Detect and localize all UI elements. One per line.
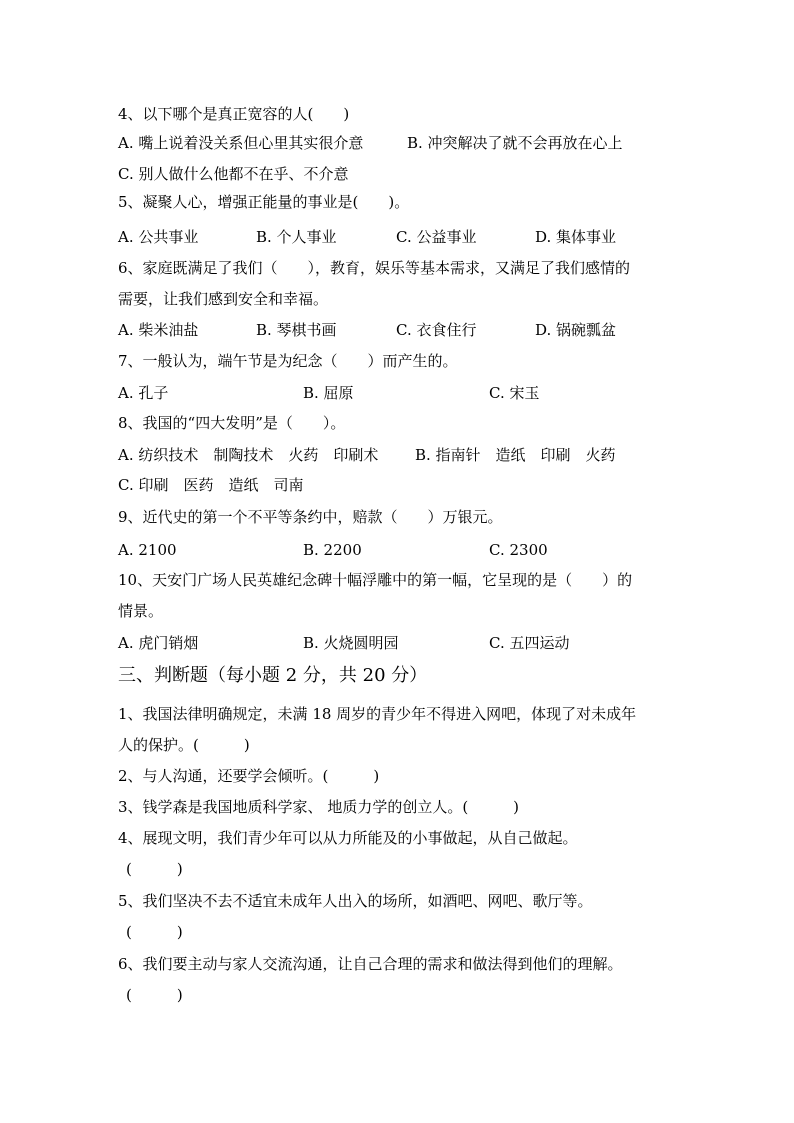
section-3-heading: 三、判断题（每小题 2 分，共 20 分） [118,665,428,686]
judge-6-line1: 6、我们要主动与家人交流沟通，让自己合理的需求和做法得到他们的理解。 [118,955,623,973]
question-9-option-a: A. 2100 [118,541,177,559]
question-4-option-a: A. 嘴上说着没关系但心里其实很介意 [118,134,364,152]
question-8-option-b: B. 指南针 造纸 印刷 火药 [415,446,616,464]
judge-6-line2: ( ) [126,986,183,1004]
question-6-stem-line1: 6、家庭既满足了我们（ ），教育，娱乐等基本需求，又满足了我们感情的 [118,259,631,277]
question-5-option-b: B. 个人事业 [256,228,337,246]
question-6-option-b: B. 琴棋书画 [256,321,337,339]
judge-5-line2: ( ) [126,923,183,941]
judge-5-line1: 5、我们坚决不去不适宜未成年人出入的场所，如酒吧、网吧、歌厅等。 [118,892,593,910]
question-7-option-a: A. 孔子 [118,384,169,402]
question-9-stem: 9、近代史的第一个不平等条约中，赔款（ ）万银元。 [118,508,503,526]
question-5-option-d: D. 集体事业 [535,228,617,246]
question-6-option-a: A. 柴米油盐 [118,321,199,339]
judge-2-line1: 2、与人沟通，还要学会倾听。( ) [118,767,380,785]
question-4-option-b: B. 冲突解决了就不会再放在心上 [407,134,623,152]
question-10-stem-line1: 10、天安门广场人民英雄纪念碑十幅浮雕中的第一幅，它呈现的是（ ）的 [118,571,633,589]
question-5-stem: 5、凝聚人心，增强正能量的事业是( )。 [118,193,410,211]
judge-4-line1: 4、展现文明，我们青少年可以从力所能及的小事做起，从自己做起。 [118,829,578,847]
question-6-stem-line2: 需要，让我们感到安全和幸福。 [118,290,329,308]
question-4-stem: 4、以下哪个是真正宽容的人( ) [118,105,350,123]
question-10-option-c: C. 五四运动 [489,634,570,652]
judge-4-line2: ( ) [126,860,183,878]
question-5-option-a: A. 公共事业 [118,228,199,246]
question-10-option-b: B. 火烧圆明园 [303,634,399,652]
judge-1-line2: 人的保护。( ) [118,736,250,754]
question-4-option-c: C. 别人做什么他都不在乎、不介意 [118,165,349,183]
question-5-option-c: C. 公益事业 [396,228,477,246]
question-8-stem: 8、我国的“四大发明”是（ ）。 [118,414,346,432]
question-10-stem-line2: 情景。 [118,602,164,620]
question-7-option-c: C. 宋玉 [489,384,540,402]
question-6-option-c: C. 衣食住行 [396,321,477,339]
judge-1-line1: 1、我国法律明确规定，未满 18 周岁的青少年不得进入网吧，体现了对未成年 [118,705,637,723]
question-10-option-a: A. 虎门销烟 [118,634,199,652]
question-6-option-d: D. 锅碗瓢盆 [535,321,617,339]
question-7-stem: 7、一般认为，端午节是为纪念（ ）而产生的。 [118,352,458,370]
question-9-option-c: C. 2300 [489,541,548,559]
question-8-option-c: C. 印刷 医药 造纸 司南 [118,476,304,494]
question-7-option-b: B. 屈原 [303,384,354,402]
question-9-option-b: B. 2200 [303,541,362,559]
judge-3-line1: 3、钱学森是我国地质科学家、 地质力学的创立人。( ) [118,798,520,816]
question-8-option-a: A. 纺织技术 制陶技术 火药 印刷术 [118,446,379,464]
